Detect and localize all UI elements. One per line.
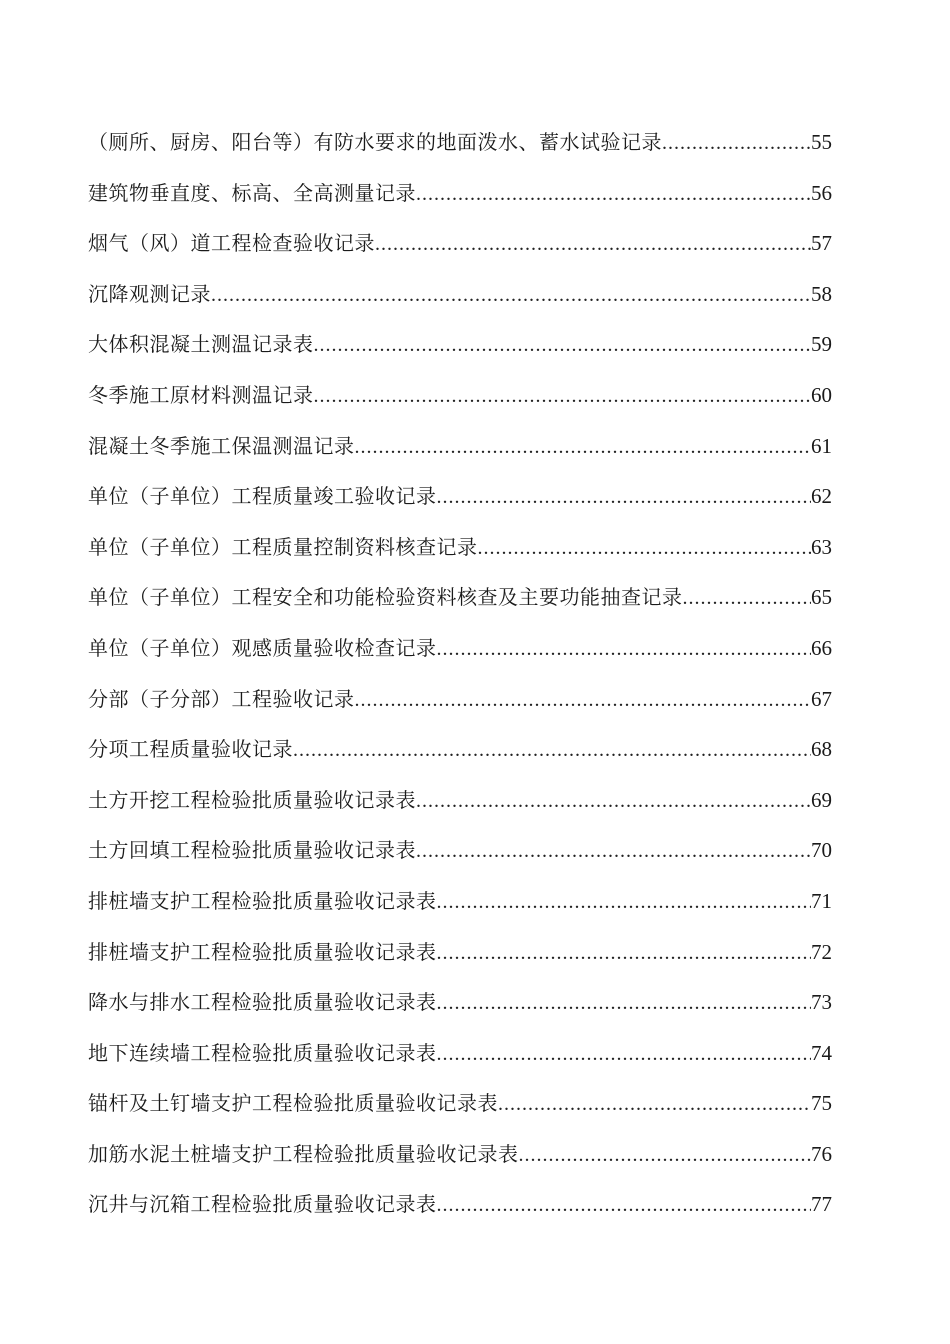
toc-entry-title: 土方回填工程检验批质量验收记录表 [88,838,416,863]
toc-entry-title: 降水与排水工程检验批质量验收记录表 [88,990,437,1015]
toc-entry-title: 沉降观测记录 [88,281,211,306]
toc-entry-title: 分项工程质量验收记录 [88,737,293,762]
toc-dot-leader [375,224,811,264]
toc-entry[interactable] [88,628,832,679]
toc-entry-page: 75 [811,1091,832,1116]
toc-entry[interactable] [88,1033,832,1084]
toc-entry-title: 排桩墙支护工程检验批质量验收记录表 [88,939,437,964]
toc-entry-page: 60 [811,382,832,407]
toc-entry-title: 混凝土冬季施工保温测温记录 [88,433,355,458]
toc-entry-page: 59 [811,332,832,357]
toc-entry-page: 67 [811,686,832,711]
toc-entry[interactable] [88,324,832,375]
toc-entry-title: 单位（子单位）工程安全和功能检验资料核查及主要功能抽查记录 [88,585,683,610]
toc-entry-page: 65 [811,585,832,610]
toc-entry-page: 63 [811,534,832,559]
toc-entry[interactable] [88,729,832,780]
toc-entry-page: 76 [811,1141,832,1166]
toc-entry[interactable] [88,780,832,831]
toc-entry[interactable] [88,1083,832,1134]
toc-entry-page: 69 [811,787,832,812]
toc-entry[interactable] [88,375,832,426]
toc-entry-page: 77 [811,1192,832,1217]
toc-entry-title: 单位（子单位）观感质量验收检查记录 [88,635,437,660]
toc-entry[interactable] [88,577,832,628]
toc-entry-title: （厕所、厨房、阳台等）有防水要求的地面泼水、蓄水试验记录 [88,130,662,154]
toc-entry-page: 57 [811,231,832,256]
toc-entry-page: 58 [811,281,832,306]
toc-entry-title: 大体积混凝土测温记录表 [88,332,314,357]
toc-entry-title: 锚杆及土钉墙支护工程检验批质量验收记录表 [88,1091,498,1116]
toc-dot-leader [355,680,812,720]
toc-entry-page: 72 [811,939,832,964]
toc-dot-leader [662,123,811,163]
toc-entry[interactable] [88,932,832,983]
toc-dot-leader [437,1185,812,1225]
toc-entry[interactable] [88,527,832,578]
toc-dot-leader [437,629,812,669]
toc-entry-page: 70 [811,838,832,863]
toc-entry[interactable] [88,223,832,274]
toc-entry-page: 73 [811,990,832,1015]
toc-dot-leader [437,1034,812,1074]
toc-entry-title: 地下连续墙工程检验批质量验收记录表 [88,1040,437,1065]
toc-entry-page: 55 [811,130,832,154]
toc-entry-title: 单位（子单位）工程质量控制资料核查记录 [88,534,478,559]
toc-dot-leader [416,174,811,214]
toc-entry-title: 建筑物垂直度、标高、全高测量记录 [88,180,416,205]
toc-dot-leader [416,831,811,871]
toc-entry[interactable] [88,426,832,477]
table-of-contents [88,122,832,1235]
toc-entry-title: 烟气（风）道工程检查验收记录 [88,231,375,256]
toc-entry-page: 62 [811,484,832,509]
toc-dot-leader [519,1135,812,1175]
toc-dot-leader [478,528,812,568]
toc-entry-page: 66 [811,635,832,660]
toc-dot-leader [355,427,812,467]
toc-entry-title: 加筋水泥土桩墙支护工程检验批质量验收记录表 [88,1141,519,1166]
toc-entry-page: 56 [811,180,832,205]
toc-entry-title: 冬季施工原材料测温记录 [88,382,314,407]
toc-dot-leader [314,376,812,416]
toc-dot-leader [683,578,812,618]
toc-dot-leader [437,882,812,922]
toc-dot-leader [293,730,811,770]
toc-entry-title: 单位（子单位）工程质量竣工验收记录 [88,484,437,509]
toc-entry[interactable] [88,881,832,932]
toc-entry[interactable] [88,679,832,730]
toc-entry[interactable] [88,1184,832,1235]
toc-entry[interactable] [88,122,832,173]
toc-dot-leader [498,1084,811,1124]
toc-entry-page: 74 [811,1040,832,1065]
toc-entry[interactable] [88,274,832,325]
toc-entry-title: 土方开挖工程检验批质量验收记录表 [88,787,416,812]
toc-dot-leader [416,781,811,821]
toc-entry-page: 61 [811,433,832,458]
toc-entry-title: 沉井与沉箱工程检验批质量验收记录表 [88,1192,437,1217]
toc-entry-page: 71 [811,888,832,913]
toc-dot-leader [211,275,811,315]
toc-entry[interactable] [88,476,832,527]
toc-entry-title: 分部（子分部）工程验收记录 [88,686,355,711]
toc-entry-title: 排桩墙支护工程检验批质量验收记录表 [88,888,437,913]
toc-entry[interactable] [88,173,832,224]
toc-entry[interactable] [88,830,832,881]
toc-dot-leader [437,933,812,973]
toc-entry-page: 68 [811,737,832,762]
toc-dot-leader [437,477,812,517]
toc-dot-leader [314,325,812,365]
toc-entry[interactable] [88,982,832,1033]
toc-dot-leader [437,983,812,1023]
toc-entry[interactable] [88,1134,832,1185]
